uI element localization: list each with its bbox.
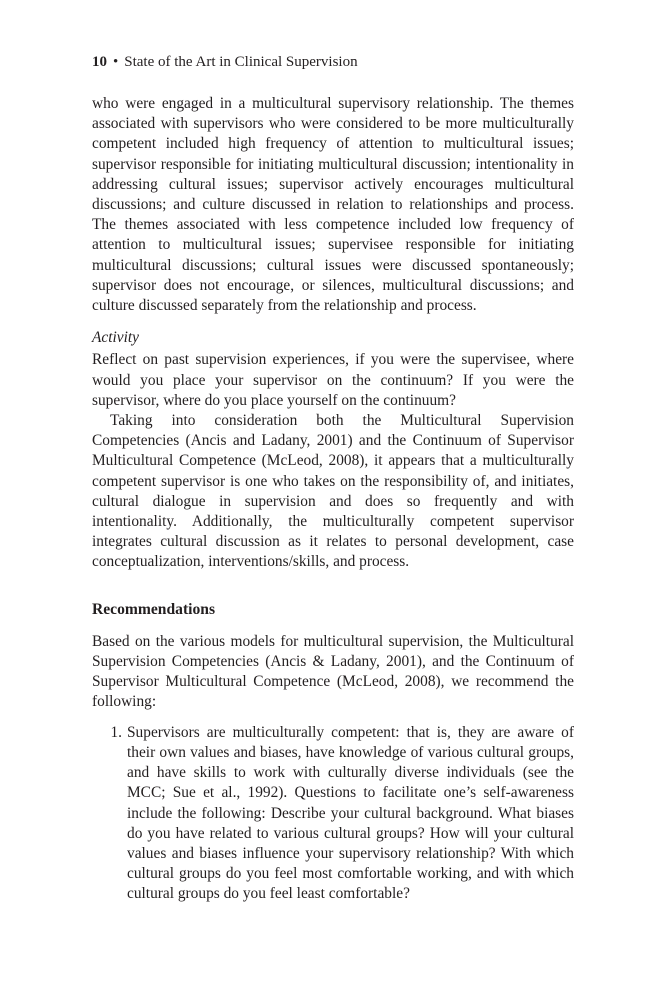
list-item-text: Supervisors are multiculturally competent: that is, they are aware of their own values and biases, have knowledge of various cultural groups, and have skills to work with culturally diverse individuals (see the MCC; Sue et al., 1992). Questions to facilitate one’s self-awareness include the following: Describe your cultural background. What biases do you have related to various cultural groups? How will your cultural values and biases influence your supervisory relationship? With which cultural groups do you feel most comfortable working, and with which cultural groups do you feel least comfortable?	[127, 723, 574, 903]
paragraph-synthesis: Taking into consideration both the Multicultural Supervision Competencies (Ancis and Ladany, 2001) and the Continuum of Supervisor Multicultural Competence (McLeod, 2008), it appears that a multiculturally competent supervisor is one who takes on the responsibility of, and initiates, cultural dialogue in supervision and does so frequently and with intentionality. Additionally, the multiculturally competent supervisor integrates cultural discussion as it relates to personal development, case conceptualization, interventions/skills, and process.	[92, 412, 574, 571]
section-heading: Recommendations	[92, 600, 216, 618]
running-head	[92, 52, 358, 72]
paragraph-continuation: who were engaged in a multicultural supervisory relationship. The themes associated with supervisors who were considered to be more multiculturally competent included high frequency of attention to multicultural issues; supervisor responsible for initiating multicultural discussion; intentionality in addressing cultural issues; supervisor actively encourages multicultural discussions; and culture discussed in relation to relationships and process. The themes associated with less competence included low frequency of attention to multicultural issues; supervisee responsible for initiating multicultural discussions; cultural issues were discussed spontaneously; supervisor does not encourage, or silences, multicultural discussions; and culture discussed separately from the relationship and process.	[92, 95, 574, 315]
activity-heading: Activity	[92, 329, 139, 347]
body-text	[92, 94, 574, 905]
paragraph-activity: Reflect on past supervision experiences, if you were the supervisee, where would you place your supervisor on the continuum? If you were the supervisor, where do you place yourself on the continuum?	[92, 351, 574, 409]
running-head-separator: •	[113, 54, 119, 70]
recommendations-list	[92, 723, 574, 905]
book-title: State of the Art in Clinical Supervision	[124, 54, 358, 70]
list-item	[92, 723, 574, 905]
paragraph-recommendations-intro: Based on the various models for multicultural supervision, the Multicultural Supervision Competencies (Ancis & Ladany, 2001), and the Continuum of Supervisor Multicultural Competence (McLeod, 2008), we recommend the following:	[92, 632, 574, 711]
page-number: 10	[92, 54, 107, 70]
list-item-number: 1.	[110, 723, 122, 741]
